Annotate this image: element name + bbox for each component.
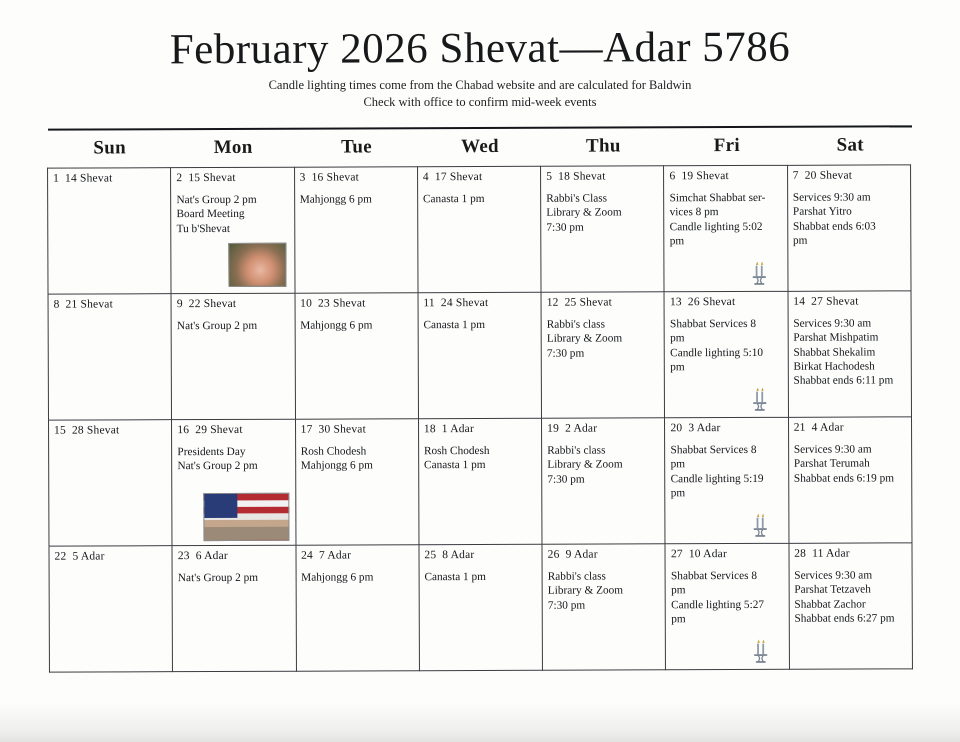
calendar-day-cell[interactable] <box>788 417 912 543</box>
calendar-day-cell[interactable] <box>789 543 913 669</box>
event-line: Rosh Chodesh <box>300 445 367 458</box>
calendar-day-cell[interactable] <box>664 291 788 417</box>
day-events <box>423 192 535 207</box>
day-events <box>547 443 659 486</box>
day-number <box>178 550 290 562</box>
event-line: Simchat Shabbat ser- <box>669 191 766 205</box>
day-events <box>300 318 412 333</box>
day-number <box>301 549 413 561</box>
hebrew-date: 9 Adar <box>565 548 598 561</box>
day-events <box>793 190 906 248</box>
day-events <box>424 444 536 473</box>
weekday-fri: Fri <box>713 134 740 156</box>
day-number <box>794 421 906 433</box>
gregorian-day: 1 <box>53 172 60 185</box>
day-number <box>423 297 535 309</box>
event-line: Shabbat ends 6:19 pm <box>793 471 895 485</box>
event-line: Nat's Group 2 pm <box>176 193 257 207</box>
event-line: Services 9:30 am <box>792 191 871 204</box>
day-number <box>53 172 165 184</box>
event-line: pm <box>670 487 686 500</box>
day-events <box>301 444 413 473</box>
hebrew-date: 16 Shevat <box>311 171 360 184</box>
hebrew-date: 5 Adar <box>72 550 105 563</box>
shabbat-candles-icon <box>745 260 771 286</box>
event-line: Shabbat Services 8 <box>670 317 757 331</box>
hebrew-date: 14 Shevat <box>65 172 113 185</box>
event-line: Parshat Mishpatim <box>793 331 879 345</box>
calendar-day-cell[interactable] <box>665 543 789 669</box>
gregorian-day: 8 <box>53 298 60 311</box>
hebrew-date: 11 Adar <box>812 547 850 560</box>
day-events <box>794 442 906 485</box>
hebrew-date: 26 Shevat <box>687 295 736 309</box>
calendar-day-cell[interactable] <box>295 293 419 419</box>
calendar-day-cell[interactable] <box>787 165 911 291</box>
day-number <box>670 296 782 308</box>
event-line: pm <box>670 332 685 345</box>
calendar-day-cell[interactable] <box>788 291 912 417</box>
day-events <box>423 318 535 333</box>
gregorian-day: 20 <box>670 422 683 435</box>
page-title: February 2026 Shevat—Adar 5786 <box>169 23 791 74</box>
day-events <box>671 569 784 627</box>
calendar-week-row <box>49 417 912 546</box>
page-scan-shadow <box>0 702 960 742</box>
day-number <box>793 295 905 307</box>
event-line: Rabbi's class <box>547 444 606 457</box>
gregorian-day: 12 <box>546 296 559 309</box>
event-line: 7:30 pm <box>546 221 584 234</box>
day-events <box>177 445 289 474</box>
shabbat-candles-icon <box>747 638 773 664</box>
day-number <box>548 548 660 560</box>
event-line: Services 9:30 am <box>793 443 872 456</box>
tu-bishvat-photo <box>228 243 286 287</box>
event-line: Candle lighting 5:10 <box>670 346 764 359</box>
calendar-header <box>0 0 960 111</box>
hebrew-date: 2 Adar <box>565 422 598 435</box>
gregorian-day: 15 <box>54 424 66 437</box>
day-events <box>176 193 288 236</box>
day-number <box>424 423 536 435</box>
day-number <box>671 548 783 560</box>
event-line: Canasta 1 pm <box>422 192 485 206</box>
day-number <box>547 296 659 308</box>
event-line: Services 9:30 am <box>794 569 873 582</box>
day-number <box>424 549 536 561</box>
calendar-week-row <box>48 291 911 420</box>
day-number <box>54 298 166 310</box>
calendar-day-cell[interactable] <box>418 292 542 418</box>
event-line: Canasta 1 pm <box>423 318 486 332</box>
weekday-thu: Thu <box>585 135 621 157</box>
day-number <box>55 550 167 562</box>
gregorian-day: 22 <box>54 550 67 563</box>
day-number <box>670 422 782 434</box>
event-line: vices 8 pm <box>669 206 719 219</box>
shabbat-candles-icon <box>746 512 772 538</box>
day-events <box>793 316 906 388</box>
presidents-day-flag-photo <box>203 493 289 541</box>
day-events <box>794 568 907 626</box>
calendar-day-cell[interactable] <box>542 544 666 670</box>
day-events <box>546 191 658 234</box>
gregorian-day: 18 <box>423 423 436 436</box>
event-line: Services 9:30 am <box>793 317 872 330</box>
event-line: Mahjongg 6 pm <box>300 319 373 332</box>
weekday-sun: Sun <box>93 137 127 159</box>
calendar-week-row <box>49 543 912 672</box>
event-line: 7:30 pm <box>546 347 585 360</box>
hebrew-date: 25 Shevat <box>564 296 613 309</box>
day-number <box>54 424 166 436</box>
day-number <box>300 171 412 183</box>
header-divider <box>48 125 912 130</box>
weekday-wed: Wed <box>461 135 499 157</box>
hebrew-date: 1 Adar <box>441 422 475 436</box>
calendar-day-cell[interactable] <box>419 544 543 670</box>
event-line: Board Meeting <box>176 208 245 221</box>
hebrew-date: 20 Shevat <box>804 169 853 182</box>
hebrew-date: 30 Shevat <box>318 423 367 436</box>
event-line: Library & Zoom <box>546 206 622 219</box>
header-subtitle <box>0 77 960 111</box>
gregorian-day: 14 <box>793 295 806 308</box>
shabbat-candles-icon <box>746 386 772 412</box>
hebrew-date: 23 Shevat <box>318 297 366 310</box>
event-line: Shabbat Services 8 <box>670 569 758 583</box>
hebrew-date: 6 Adar <box>195 549 228 562</box>
weekday-header-row <box>48 134 912 159</box>
event-line: Shabbat ends 6:03 <box>792 220 876 233</box>
hebrew-date: 8 Adar <box>442 548 475 562</box>
gregorian-day: 28 <box>794 547 807 560</box>
subtitle-line-2: Check with office to confirm mid-week events <box>363 95 597 110</box>
event-line: Parshat Tetzaveh <box>794 583 871 597</box>
calendar-grid <box>47 164 913 672</box>
hebrew-date: 24 Shevat <box>440 296 489 310</box>
calendar-body <box>48 165 913 672</box>
weekday-tue: Tue <box>341 136 373 158</box>
day-number <box>176 172 288 184</box>
hebrew-date: 15 Shevat <box>188 171 236 185</box>
day-number <box>793 169 905 181</box>
gregorian-day: 25 <box>424 549 437 562</box>
day-events <box>671 443 784 501</box>
gregorian-day: 2 <box>176 172 183 185</box>
gregorian-day: 27 <box>670 548 683 561</box>
event-line: Library & Zoom <box>546 332 623 345</box>
calendar-day-cell[interactable] <box>296 545 420 671</box>
event-line: pm <box>670 458 686 471</box>
event-line: Tu b'Shevat <box>176 222 230 235</box>
event-line: Mahjongg 6 pm <box>300 459 373 472</box>
event-line: Rabbi's class <box>547 570 606 583</box>
day-events <box>547 317 659 360</box>
day-number <box>423 171 535 183</box>
day-events <box>177 319 289 334</box>
calendar-day-cell[interactable] <box>418 418 542 544</box>
day-events <box>300 192 412 207</box>
calendar-day-cell[interactable] <box>294 167 418 293</box>
hebrew-date: 28 Shevat <box>71 424 120 437</box>
hebrew-date: 4 Adar <box>811 421 844 434</box>
hebrew-date: 17 Shevat <box>434 170 483 184</box>
event-line: pm <box>671 613 686 626</box>
event-line: Candle lighting 5:02 <box>669 220 763 233</box>
day-number <box>177 424 289 436</box>
day-number <box>300 297 412 309</box>
gregorian-day: 24 <box>301 549 314 562</box>
event-line: pm <box>669 235 685 248</box>
day-events <box>424 570 536 585</box>
event-line: Canasta 1 pm <box>424 459 486 472</box>
calendar-day-cell[interactable] <box>171 293 295 419</box>
day-number <box>669 170 781 182</box>
event-line: Nat's Group 2 pm <box>177 571 259 585</box>
day-events <box>178 571 290 586</box>
gregorian-day: 23 <box>177 550 190 563</box>
event-line: 7:30 pm <box>547 473 585 486</box>
gregorian-day: 9 <box>176 298 183 311</box>
event-line: Shabbat Services 8 <box>670 443 757 457</box>
day-events <box>670 317 783 375</box>
day-number <box>794 547 906 559</box>
gregorian-day: 26 <box>547 548 560 561</box>
day-number <box>301 423 413 435</box>
event-line: Canasta 1 pm <box>424 570 486 584</box>
event-line: pm <box>670 361 685 374</box>
day-number <box>177 298 289 310</box>
calendar-day-cell[interactable] <box>48 168 172 294</box>
weekday-mon: Mon <box>213 136 253 158</box>
event-line: Library & Zoom <box>547 458 623 471</box>
event-line: Mahjongg 6 pm <box>301 571 374 584</box>
event-line: 7:30 pm <box>547 599 586 612</box>
event-line: Candle lighting 5:27 <box>671 598 765 611</box>
day-number <box>546 170 658 182</box>
event-line: Shabbat Shekalim <box>793 346 876 359</box>
gregorian-day: 13 <box>669 296 682 309</box>
calendar-day-cell[interactable] <box>172 545 296 671</box>
gregorian-day: 21 <box>793 421 806 434</box>
calendar-grid-wrapper <box>47 164 913 672</box>
event-line: Mahjongg 6 pm <box>299 193 372 206</box>
event-line: pm <box>792 234 808 247</box>
event-line: pm <box>671 584 686 597</box>
hebrew-date: 22 Shevat <box>188 297 237 311</box>
event-line: Shabbat ends 6:11 pm <box>793 374 894 388</box>
weekday-sat: Sat <box>836 134 864 156</box>
calendar-day-cell[interactable] <box>172 419 296 545</box>
event-line: Nat's Group 2 pm <box>176 319 258 333</box>
calendar-day-cell[interactable] <box>171 167 295 293</box>
event-line: Shabbat Zachor <box>794 598 866 611</box>
calendar-day-cell[interactable] <box>295 419 419 545</box>
event-line: Birkat Hachodesh <box>793 360 875 373</box>
gregorian-day: 16 <box>177 424 190 437</box>
day-events <box>301 570 413 585</box>
hebrew-date: 27 Shevat <box>811 295 859 308</box>
hebrew-date: 18 Shevat <box>558 170 606 183</box>
event-line: Parshat Yitro <box>792 205 852 219</box>
event-line: Parshat Terumah <box>793 457 870 471</box>
day-events <box>548 569 660 612</box>
gregorian-day: 19 <box>547 422 560 435</box>
gregorian-day: 11 <box>423 297 435 310</box>
event-line: Presidents Day <box>177 445 246 459</box>
calendar-day-cell[interactable] <box>665 417 789 543</box>
event-line: Library & Zoom <box>547 584 624 597</box>
calendar-day-cell[interactable] <box>541 166 665 292</box>
calendar-day-cell[interactable] <box>49 420 173 546</box>
event-line: Rabbi's class <box>546 318 605 331</box>
hebrew-date: 7 Adar <box>318 549 352 562</box>
calendar-week-row <box>48 165 911 294</box>
calendar-day-cell[interactable] <box>48 294 172 420</box>
gregorian-day: 7 <box>792 169 799 182</box>
hebrew-date: 19 Shevat <box>681 169 729 183</box>
gregorian-day: 3 <box>299 171 306 184</box>
gregorian-day: 4 <box>422 171 429 184</box>
day-events <box>670 191 783 249</box>
hebrew-date: 21 Shevat <box>65 298 114 311</box>
calendar-day-cell[interactable] <box>417 166 541 292</box>
subtitle-line-1: Candle lighting times come from the Chabad website and are calculated for Baldwin <box>268 78 692 93</box>
event-line: Nat's Group 2 pm <box>177 460 258 473</box>
calendar-day-cell[interactable] <box>49 546 173 672</box>
gregorian-day: 6 <box>669 170 676 183</box>
gregorian-day: 17 <box>300 423 313 436</box>
event-line: Candle lighting 5:19 <box>670 472 764 485</box>
event-line: Rabbi's Class <box>546 192 608 205</box>
gregorian-day: 10 <box>300 297 313 310</box>
calendar-day-cell[interactable] <box>541 292 665 418</box>
day-number <box>547 422 659 434</box>
hebrew-date: 10 Adar <box>688 547 727 561</box>
calendar-day-cell[interactable] <box>542 418 666 544</box>
calendar-day-cell[interactable] <box>664 165 788 291</box>
event-line: Shabbat ends 6:27 pm <box>794 612 895 625</box>
hebrew-date: 3 Adar <box>688 421 721 435</box>
hebrew-date: 29 Shevat <box>195 423 243 436</box>
event-line: Rosh Chodesh <box>423 444 490 458</box>
gregorian-day: 5 <box>546 170 553 183</box>
